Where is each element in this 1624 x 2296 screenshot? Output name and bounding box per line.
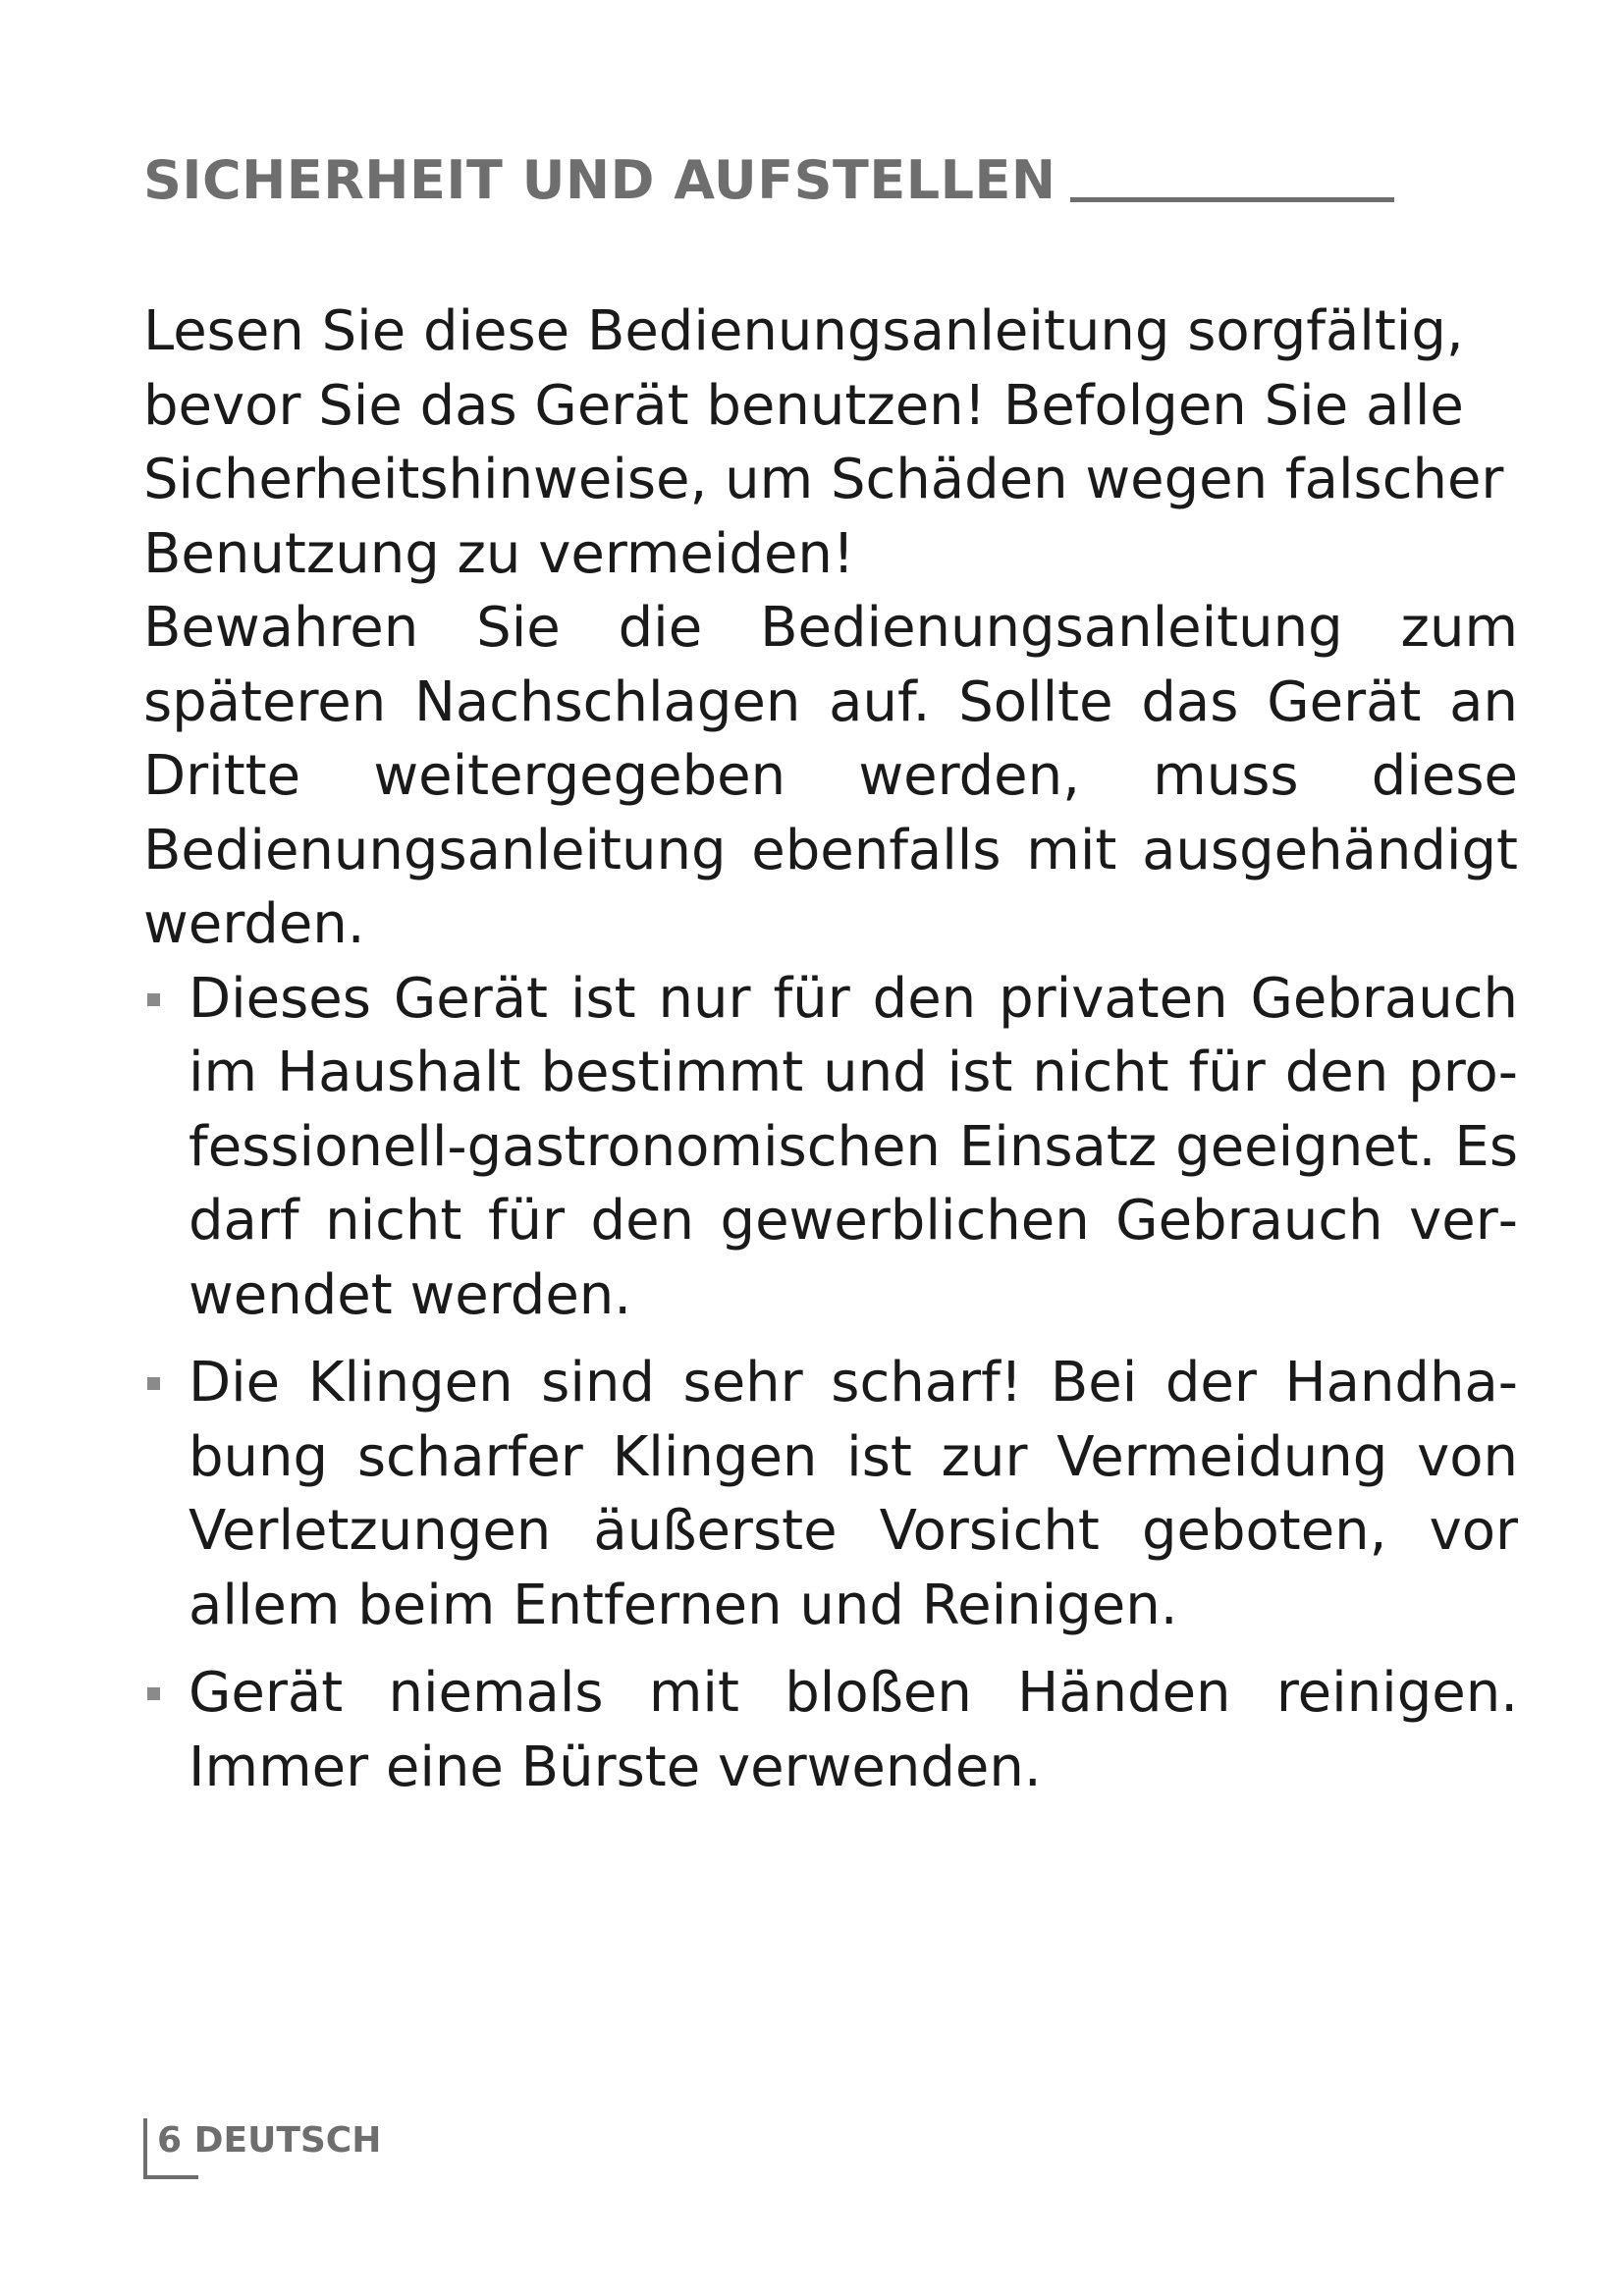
square-bullet-icon (147, 1687, 160, 1700)
bullet-text: Die Klingen sind sehr scharf! Bei der Handhabung scharfer Klingen ist zur Vermeidung von Verletzungen äußerste Vorsicht geboten, vor allem beim Entfernen und Reinigen. (189, 1351, 1518, 1637)
square-bullet-icon (147, 993, 160, 1006)
square-bullet-icon (147, 1377, 160, 1390)
page-footer (143, 2118, 438, 2181)
safety-bullet-item (143, 1346, 1518, 1642)
bullet-text: Dieses Gerät ist nur für den privaten Gebrauch im Haushalt bestimmt und ist nicht für den professionell-gastronomischen Einsatz geeignet. Es darf nicht für den gewerblichen Gebrauch verwendet werden. (189, 966, 1518, 1327)
section-heading (143, 145, 1469, 216)
page-content (143, 294, 1518, 1804)
safety-bullet-list (143, 962, 1518, 1805)
safety-bullet-item (143, 1656, 1518, 1804)
heading-rule-line (1070, 197, 1394, 202)
footer-language: DEUTSCH (193, 2120, 382, 2161)
intro-paragraph-2: Bewahren Sie die Bedienungsanleitung zum späteren Nachschlagen auf. Sollte das Gerät an Dritte weitergegeben werden, muss diese Bedienungsanleitung ebenfalls mit ausgehändigt werden. (143, 596, 1518, 956)
footer-label (157, 2118, 381, 2163)
intro-paragraph-1: Lesen Sie diese Bedienungsanleitung sorgfältig, bevor Sie das Gerät benutzen! Befolgen Sie alle Sicherheitshinweise, um Schäden wegen falscher Benutzung zu vermeiden! (143, 299, 1504, 586)
safety-bullet-item (143, 962, 1518, 1333)
page-number: 6 (157, 2120, 183, 2161)
section-title: SICHERHEIT UND AUFSTELLEN (143, 149, 1056, 211)
bullet-text: Gerät niemals mit bloßen Händen reinigen. Immer eine Bürste verwenden. (189, 1661, 1518, 1799)
